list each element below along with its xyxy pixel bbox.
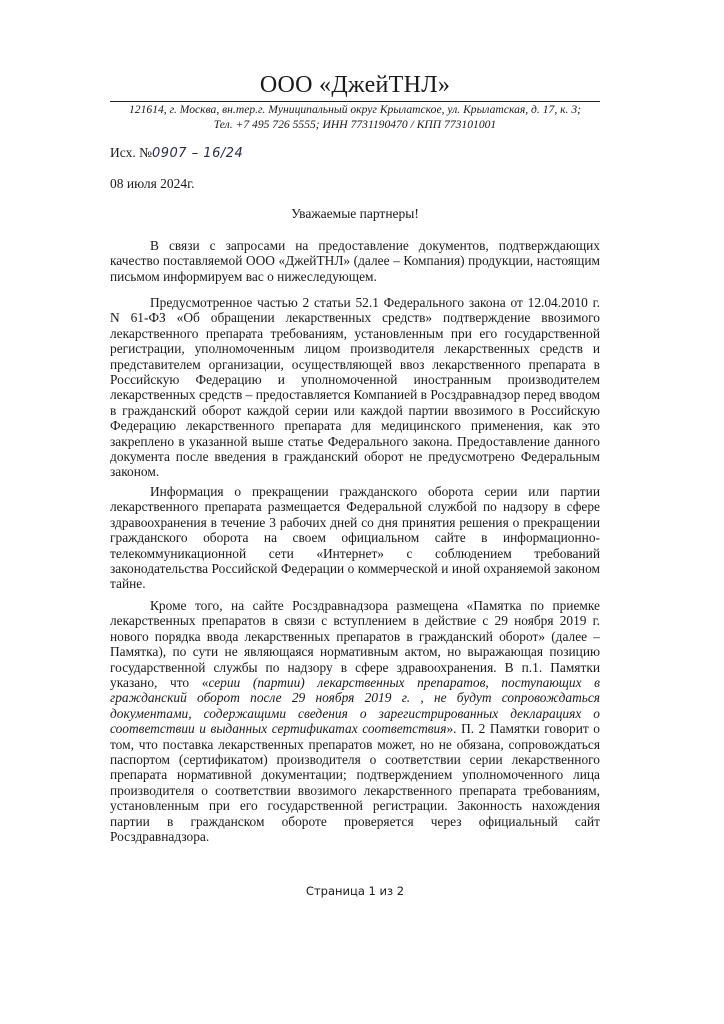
memo-text-start: Кроме того, на сайте Росздравнадзора размещена «Памятка по приемке лекарственных препаратов в связи с вступлением в действие с 29 ноября 2019 г. нового порядка ввода лекарственных препаратов в гражданский оборот» (далее – Памятка), по сути не являющаяся нормативным актом, но выражающая позицию государственной службы по надзору в сфере здравоохранения. В п.1. Памятки указано, что « (110, 598, 600, 691)
company-contacts: Тел. +7 495 726 5555; ИНН 7731190470 / КПП 773101001 (213, 118, 497, 131)
reference-prefix: Исх. № (110, 145, 152, 160)
memo-quote: серии (партии) лекарственных препаратов, поступающих в гражданский оборот после 29 ноября 2019 г. , не будут сопровождаться документами, содержащими сведения о зарегистрированных декларациях о соответствии и выданных сертификатах соответствия (110, 675, 600, 737)
paragraph-confirmation: Предусмотренное частью 2 статьи 52.1 Федерального закона от 12.04.2010 г. N 61-ФЗ «Об обращении лекарственных средств» подтверждение ввозимого лекарственного препарата требованиям, установленным при его государственной регистрации, уполномоченным лицом производителя лекарственных средств и представителем организации, осуществляющей ввоз лекарственного препарата в Российскую Федерацию и уполномоченной иностранным производителем лекарственных средств – предоставляется Компанией в Росздравнадзор перед вводом в гражданский оборот каждой серии или каждой партии ввозимого в Российскую Федерацию лекарственного препарата для медицинского применения, как это закреплено в указанной выше статье Федерального закона. Предоставление данного документа после введения в гражданский оборот не предусмотрено Федеральным законом. (110, 295, 600, 480)
company-title: ООО «ДжейТНЛ» (259, 72, 451, 98)
paragraph-circulation: Информация о прекращении гражданского оборота серии или партии лекарственного препарата размещается Федеральной службой по надзору в сфере здравоохранения в течение 3 рабочих дней со дня принятия решения о прекращении гражданского оборота на своем официальном сайте в информационно-телекоммуникационной сети «Интернет» с соблюдением требований законодательства Российской Федерации о коммерческой и иной охраняемой законом тайне. (110, 484, 600, 592)
paragraph-memo (110, 598, 600, 845)
reference-number-handwritten: 0907 – 16/24 (151, 146, 244, 161)
letter-date: 08 июля 2024г. (110, 176, 195, 191)
outgoing-reference (110, 144, 243, 163)
page-number: Страница 1 из 2 (305, 884, 405, 898)
company-address: 121614, г. Москва, вн.тер.г. Муниципальный округ Крылатское, ул. Крылатская, д. 17, к. 3; (129, 103, 581, 116)
memo-text-end: ». П. 2 Памятки говорит о том, что поставка лекарственных препаратов может, но не обязана, сопровождаться паспортом (сертификатом) производителя о соответствии серии лекарственного препарата нормативной документации; подтверждением уполномоченного лица производителя о соответствии ввозимого лекарственного препарата требованиям, установленным при его государственной регистрации. Законность нахождения партии в гражданском обороте проверяется через официальный сайт Росздравнадзора. (110, 721, 600, 845)
greeting: Уважаемые партнеры! (291, 206, 419, 221)
paragraph-intro: В связи с запросами на предоставление документов, подтверждающих качество поставляемой ООО «ДжейТНЛ» (далее – Компания) продукции, настоящим письмом информируем вас о нижеследующем. (110, 238, 600, 284)
